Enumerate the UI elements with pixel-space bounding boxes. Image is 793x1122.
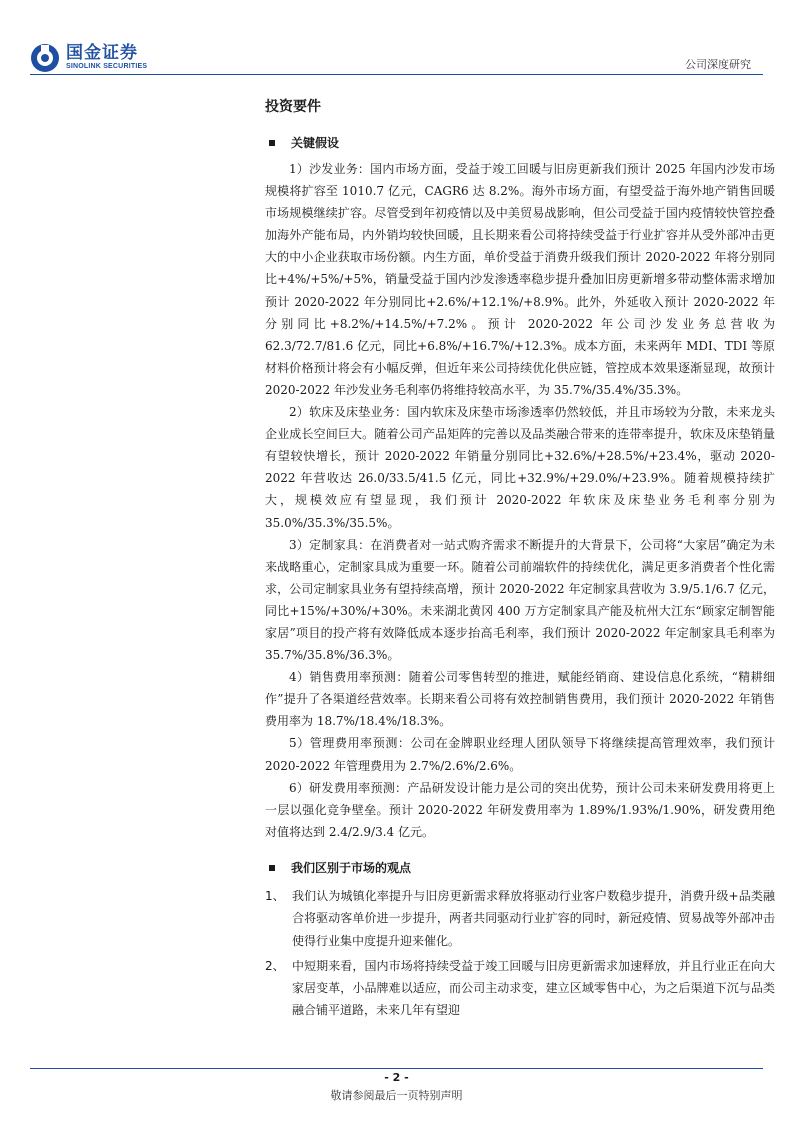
list-item-number: 1、 xyxy=(265,888,285,903)
list-item-text: 中短期来看，国内市场将持续受益于竣工回暖与旧房更新需求加速释放，并且行业正在向大家居变革，小品牌难以适应，而公司主动求变，建立区域零售中心，为之后渠道下沉与品类融合铺平道路，未来几年有望迎 xyxy=(292,958,775,1018)
key-assumptions-label: 关键假设 xyxy=(291,136,340,150)
square-bullet-icon xyxy=(269,865,275,871)
brand-name-en: SINOLINK SECURITIES xyxy=(66,63,148,70)
assumption-selling-expense: 4）销售费用率预测：随着公司零售转型的推进，赋能经销商、建设信息化系统，“精耕细作”提升了各渠道经营效率。长期来看公司将有效控制销售费用，我们预计 2020-2022 年销售费用率为 18.7%/18.4%/18.3%。 xyxy=(265,670,775,729)
section-title: 投资要件 xyxy=(265,99,321,115)
page-header xyxy=(0,0,793,80)
list-item xyxy=(265,955,775,1022)
report-type: 公司深度研究 xyxy=(685,58,751,71)
key-assumptions-heading xyxy=(265,132,775,154)
assumption-sofa: 1）沙发业务：国内市场方面，受益于竣工回暖与旧房更新我们预计 2025 年国内沙发市场规模将扩容至 1010.7 亿元，CAGR6 达 8.2%。海外市场方面，有望受益于海外地产销售回暖市场规模继续扩容。尽管受到年初疫情以及中美贸易战影响，但公司受益于国内疫情较快管控叠加海外产能布局，内外销均较快回暖，且长期来看公司将持续受益于行业扩容并从受外部冲击更大的中小企业获取市场份额。内生方面，单价受益于消费升级我们预计 2020-2022 年将分别同比+4%/+5%/+5%，销量受益于国内沙发渗透率稳步提升叠加旧房更新增多带动整体需求增加预计 2020-2022 年分别同比+2.6%/+12.1%/+8.9%。此外，外延收入预计 2020-2022 年分别同比+8.2%/+14.5%/+7.2%。预计 2020-2022 年公司沙发业务总营收为 62.3/72.7/81.6 亿元，同比+6.8%/+16.7%/+12.3%。成本方面，未来两年 MDI、TDI 等原材料价格预计将会有小幅反弹，但近年来公司持续优化供应链，管控成本效果逐渐显现，故预计 2020-2022 年沙发业务毛利率仍将维持较高水平，为 35.7%/35.4%/35.3%。 xyxy=(265,162,775,397)
views-label: 我们区别于市场的观点 xyxy=(291,860,412,875)
header-divider xyxy=(30,74,763,75)
assumption-admin-expense: 5）管理费用率预测：公司在金牌职业经理人团队领导下将继续提高管理效率，我们预计 2020-2022 年管理费用为 2.7%/2.6%/2.6%。 xyxy=(265,736,775,773)
views-heading xyxy=(265,857,775,879)
list-item-number: 2、 xyxy=(265,958,285,973)
main-content xyxy=(265,96,775,1025)
square-bullet-icon xyxy=(269,140,275,146)
list-item xyxy=(265,885,775,952)
list-item-text: 我们认为城镇化率提升与旧房更新需求释放将驱动行业客户数稳步提升，消费升级+品类融合将驱动客单价进一步提升，两者共同驱动行业扩容的同时，新冠疫情、贸易战等外部冲击使得行业集中度提升迎来催化。 xyxy=(292,888,775,948)
page-number: - 2 - xyxy=(384,1071,409,1084)
brand-name-cn: 国金证券 xyxy=(66,43,138,63)
logo-icon xyxy=(30,43,60,73)
assumption-bed-mattress: 2）软床及床垫业务：国内软床及床垫市场渗透率仍然较低，并且市场较为分散，未来龙头企业成长空间巨大。随着公司产品矩阵的完善以及品类融合带来的连带率提升，软床及床垫销量有望较快增长，预计 2020-2022 年销量分别同比+32.6%/+28.5%/+23.4%，驱动 2020-2022 年营收达 26.0/33.5/41.5 亿元，同比+32.9%/+29.0%/+23.9%。随着规模持续扩大，规模效应有望显现，我们预计 2020-2022 年软床及床垫业务毛利率分别为 35.0%/35.3%/35.5%。 xyxy=(265,405,775,530)
assumption-rd-expense: 6）研发费用率预测：产品研发设计能力是公司的突出优势，预计公司未来研发费用将更上一层以强化竞争壁垒。预计 2020-2022 年研发费用率为 1.89%/1.93%/1.90%，研发费用绝对值将达到 2.4/2.9/3.4 亿元。 xyxy=(265,780,775,839)
footer-disclaimer: 敬请参阅最后一页特别声明 xyxy=(330,1089,463,1102)
views-list xyxy=(265,885,775,1022)
company-logo xyxy=(30,40,147,76)
assumption-custom-furniture: 3）定制家具：在消费者对一站式购齐需求不断提升的大背景下，公司将“大家居”确定为未来战略重心，定制家具成为重要一环。随着公司前端软件的持续优化，满足更多消费者个性化需求，公司定制家具业务有望持续高增，预计 2020-2022 年定制家具营收为 3.9/5.1/6.7 亿元，同比+15%/+30%/+30%。未来湖北黄冈 400 万方定制家具产能及杭州大江东“顾家定制智能家居”项目的投产将有效降低成本逐步抬高毛利率，我们预计 2020-2022 年定制家具毛利率为 35.7%/35.8%/36.3%。 xyxy=(265,537,775,663)
footer-divider xyxy=(30,1068,763,1069)
